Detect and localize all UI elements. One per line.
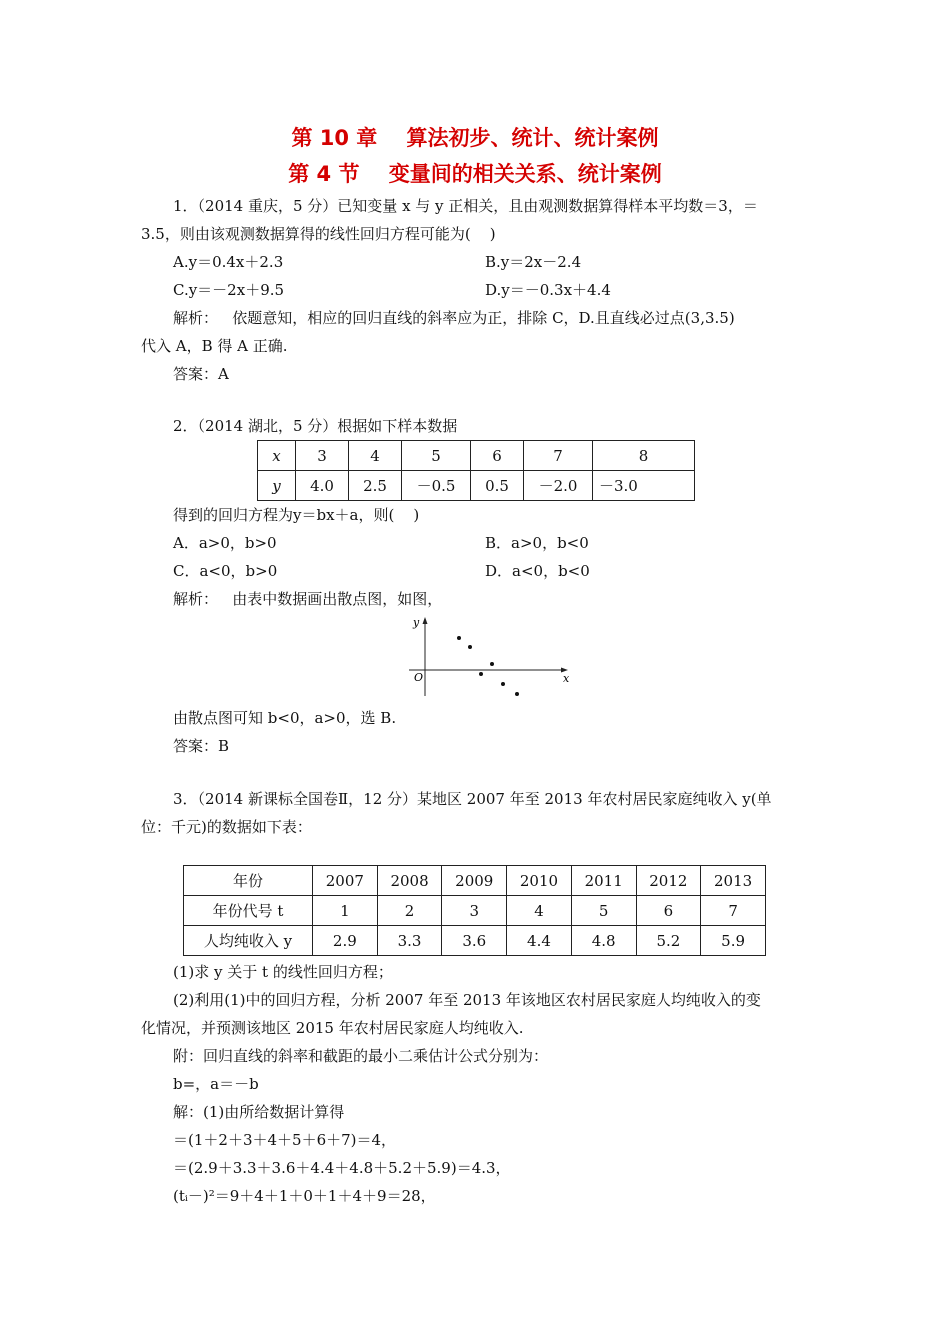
- q3-solution-line2: ＝(2.9＋3.3＋3.6＋4.4＋4.8＋5.2＋5.9)＝4.3，: [173, 1159, 511, 1177]
- table-cell: 3: [442, 896, 507, 926]
- q3-solution-head: 解：(1)由所给数据计算得: [173, 1103, 345, 1121]
- q3-solution-line3: (tᵢ－)²＝9＋4＋1＋0＋1＋4＋9＝28，: [173, 1187, 436, 1205]
- q2-option-c: C．a<0，b>0: [173, 562, 278, 580]
- table-cell: 2013: [701, 866, 766, 896]
- scatter-point: [457, 636, 461, 640]
- q3-part2-line2: 化情况，并预测该地区 2015 年农村居民家庭人均纯收入.: [141, 1019, 524, 1037]
- table-cell: 0.5: [471, 471, 524, 501]
- table-row: [258, 441, 695, 471]
- table-cell: y: [258, 471, 296, 501]
- q1-answer: 答案：A: [173, 365, 229, 383]
- q1-option-c: C.y＝－2x＋9.5: [173, 281, 285, 299]
- table-cell: 2.9: [313, 926, 378, 956]
- origin-label: O: [414, 671, 424, 684]
- table-cell: 2: [377, 896, 442, 926]
- table-cell: 年份: [184, 866, 313, 896]
- q3-formula: b=，a＝－b: [173, 1075, 259, 1093]
- q2-stem: 2．（2014 湖北，5 分）根据如下样本数据: [173, 417, 458, 435]
- scatter-point: [479, 672, 483, 676]
- scatter-point: [501, 682, 505, 686]
- q3-appendix: 附：回归直线的斜率和截距的最小二乘估计公式分别为：: [173, 1047, 549, 1065]
- q3-income-table: [183, 865, 766, 956]
- q1-option-b: B.y＝2x－2.4: [485, 253, 582, 271]
- table-cell: 2007: [313, 866, 378, 896]
- q1-stem-line2: 3.5，则由该观测数据算得的线性回归方程可能为( ): [141, 225, 496, 243]
- table-cell: 4.8: [571, 926, 636, 956]
- q2-stem-line2: 得到的回归方程为y＝bx＋a，则( ): [173, 506, 420, 524]
- q3-stem-line2: 位：千元)的数据如下表：: [141, 818, 312, 836]
- table-row: [184, 866, 766, 896]
- q2-analysis: 解析： 由表中数据画出散点图，如图，: [173, 590, 443, 608]
- section-title: 第 4 节 变量间的相关关系、统计案例: [288, 162, 662, 186]
- q1-option-a: A.y＝0.4x＋2.3: [173, 253, 284, 271]
- scatter-point: [515, 692, 519, 696]
- table-cell: 2010: [507, 866, 572, 896]
- q1-analysis-line2: 代入 A，B 得 A 正确.: [141, 337, 288, 355]
- q2-data-table: [257, 440, 695, 501]
- q2-option-d: D．a<0，b<0: [485, 562, 590, 580]
- table-cell: 人均纯收入 y: [184, 926, 313, 956]
- scatter-plot-figure: [405, 612, 575, 702]
- q2-option-a: A．a>0，b>0: [173, 534, 277, 552]
- table-cell: －2.0: [524, 471, 593, 501]
- q2-option-b: B．a>0，b<0: [485, 534, 589, 552]
- table-cell: 2011: [571, 866, 636, 896]
- x-axis-label: x: [563, 672, 570, 685]
- table-cell: 5.2: [636, 926, 701, 956]
- table-cell: －3.0: [593, 471, 695, 501]
- table-cell: 3.6: [442, 926, 507, 956]
- table-cell: 4.4: [507, 926, 572, 956]
- table-cell: 8: [593, 441, 695, 471]
- q2-answer: 答案：B: [173, 737, 230, 755]
- table-cell: 2.5: [349, 471, 402, 501]
- table-cell: 7: [524, 441, 593, 471]
- table-cell: 4.0: [296, 471, 349, 501]
- table-cell: 6: [471, 441, 524, 471]
- q3-solution-line1: ＝(1＋2＋3＋4＋5＋6＋7)＝4，: [173, 1131, 397, 1149]
- y-axis-arrow-icon: [423, 617, 428, 624]
- q1-option-d: D.y＝－0.3x＋4.4: [485, 281, 611, 299]
- table-cell: 5: [571, 896, 636, 926]
- table-cell: 年份代号 t: [184, 896, 313, 926]
- q1-stem-line1: 1．（2014 重庆，5 分）已知变量 x 与 y 正相关，且由观测数据算得样本平均数＝3，＝: [173, 197, 758, 215]
- table-cell: 6: [636, 896, 701, 926]
- table-cell: 1: [313, 896, 378, 926]
- q1-analysis-line1: 解析： 依题意知，相应的回归直线的斜率应为正，排除 C，D.且直线必过点(3,3.5): [173, 309, 735, 327]
- q2-conclusion: 由散点图可知 b<0，a>0，选 B.: [173, 709, 397, 727]
- q3-part1: (1)求 y 关于 t 的线性回归方程；: [173, 963, 393, 981]
- table-cell: －0.5: [402, 471, 471, 501]
- table-cell: 3: [296, 441, 349, 471]
- chapter-title: 第 10 章 算法初步、统计、统计案例: [291, 126, 659, 150]
- y-axis-label: y: [413, 616, 420, 629]
- table-row: [184, 896, 766, 926]
- table-cell: 2012: [636, 866, 701, 896]
- table-cell: x: [258, 441, 296, 471]
- q3-part2-line1: (2)利用(1)中的回归方程，分析 2007 年至 2013 年该地区农村居民家庭人均纯收入的变: [173, 991, 761, 1009]
- table-cell: 2009: [442, 866, 507, 896]
- table-cell: 7: [701, 896, 766, 926]
- table-row: [258, 471, 695, 501]
- scatter-point: [490, 662, 494, 666]
- table-cell: 5: [402, 441, 471, 471]
- scatter-point: [468, 645, 472, 649]
- table-cell: 2008: [377, 866, 442, 896]
- table-cell: 4: [349, 441, 402, 471]
- table-cell: 4: [507, 896, 572, 926]
- q3-stem-line1: 3．（2014 新课标全国卷Ⅱ，12 分）某地区 2007 年至 2013 年农村居民家庭纯收入 y(单: [173, 790, 772, 808]
- table-cell: 5.9: [701, 926, 766, 956]
- table-cell: 3.3: [377, 926, 442, 956]
- table-row: [184, 926, 766, 956]
